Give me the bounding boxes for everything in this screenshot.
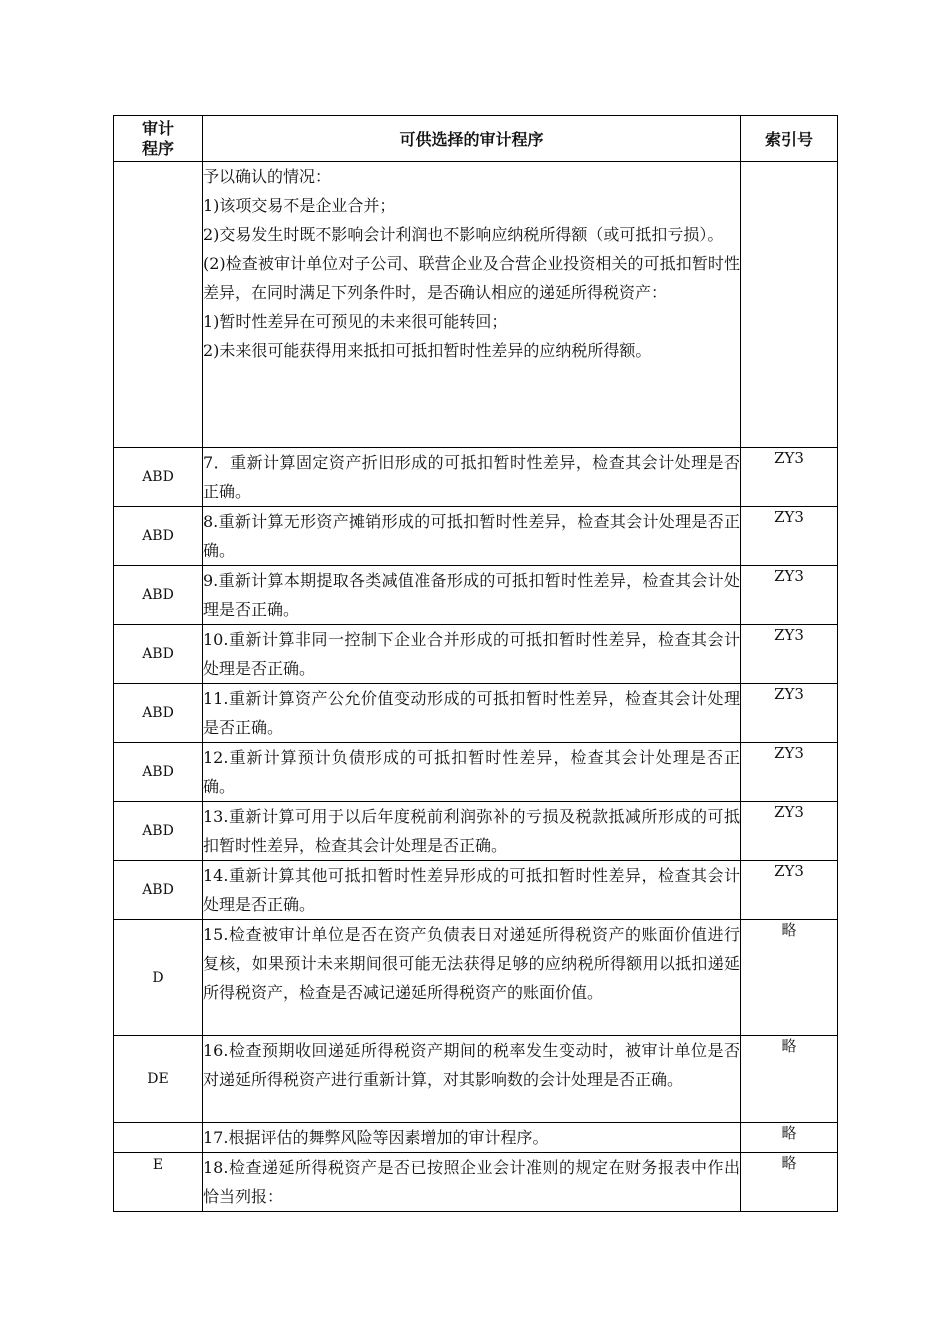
- header-available-procedures: 可供选择的审计程序: [203, 116, 741, 162]
- table-row: [114, 162, 838, 448]
- table-row: [114, 1036, 838, 1123]
- row-index: ZY3: [741, 448, 838, 507]
- table-row: [114, 507, 838, 566]
- row-procedure: 11.重新计算资产公允价值变动形成的可抵扣暂时性差异，检查其会计处理是否正确。: [203, 684, 741, 743]
- row-code: ABD: [114, 684, 203, 743]
- row-procedure: 8.重新计算无形资产摊销形成的可抵扣暂时性差异，检查其会计处理是否正确。: [203, 507, 741, 566]
- procedure-line: 2)交易发生时既不影响会计利润也不影响应纳税所得额（或可抵扣亏损）。: [203, 225, 724, 244]
- procedure-line: 予以确认的情况：: [203, 167, 332, 186]
- row-code: ABD: [114, 743, 203, 802]
- table-row: [114, 566, 838, 625]
- table-row: [114, 802, 838, 861]
- row-code: ABD: [114, 448, 203, 507]
- table-row: [114, 861, 838, 920]
- row-procedure: 15.检查被审计单位是否在资产负债表日对递延所得税资产的账面价值进行复核，如果预计未来期间很可能无法获得足够的应纳税所得额用以抵扣递延所得税资产，检查是否减记递延所得税资产的账面价值。: [203, 920, 741, 1036]
- procedure-line: (2)检查被审计单位对子公司、联营企业及合营企业投资相关的可抵扣暂时性差异，在同时满足下列条件时，是否确认相应的递延所得税资产：: [203, 254, 740, 302]
- row-procedure: 14.重新计算其他可抵扣暂时性差异形成的可抵扣暂时性差异，检查其会计处理是否正确。: [203, 861, 741, 920]
- row-index: [741, 162, 838, 448]
- row-index: ZY3: [741, 507, 838, 566]
- row-index: 略: [741, 1153, 838, 1212]
- table-row: [114, 920, 838, 1036]
- row-procedure: 12.重新计算预计负债形成的可抵扣暂时性差异，检查其会计处理是否正确。: [203, 743, 741, 802]
- table-row: [114, 743, 838, 802]
- row-code: ABD: [114, 507, 203, 566]
- table-row: [114, 625, 838, 684]
- table-row: [114, 1153, 838, 1212]
- row-code: DE: [114, 1036, 203, 1123]
- row-code: D: [114, 920, 203, 1036]
- row-procedure: 10.重新计算非同一控制下企业合并形成的可抵扣暂时性差异，检查其会计处理是否正确。: [203, 625, 741, 684]
- audit-procedure-table: [113, 115, 838, 1212]
- row-index: ZY3: [741, 743, 838, 802]
- row-code: ABD: [114, 625, 203, 684]
- table-row: [114, 448, 838, 507]
- table-row: [114, 1123, 838, 1153]
- procedure-line: 1)暂时性差异在可预见的未来很可能转回；: [203, 312, 508, 331]
- header-audit-procedure-code: [114, 116, 203, 162]
- row-code: ABD: [114, 802, 203, 861]
- row-procedure: 13.重新计算可用于以后年度税前利润弥补的亏损及税款抵减所形成的可抵扣暂时性差异，检查其会计处理是否正确。: [203, 802, 741, 861]
- row-procedure: 16.检查预期收回递延所得税资产期间的税率发生变动时，被审计单位是否对递延所得税资产进行重新计算，对其影响数的会计处理是否正确。: [203, 1036, 741, 1123]
- row-index: 略: [741, 1123, 838, 1153]
- table-header-row: [114, 116, 838, 162]
- row-code: ABD: [114, 566, 203, 625]
- row-code: [114, 1123, 203, 1153]
- row-code: ABD: [114, 861, 203, 920]
- row-procedure: 9.重新计算本期提取各类减值准备形成的可抵扣暂时性差异，检查其会计处理是否正确。: [203, 566, 741, 625]
- row-index: ZY3: [741, 684, 838, 743]
- header-code-label: 审计 程序: [141, 118, 174, 158]
- row-index: ZY3: [741, 625, 838, 684]
- row-index: ZY3: [741, 566, 838, 625]
- row-index: 略: [741, 920, 838, 1036]
- row-index: 略: [741, 1036, 838, 1123]
- row-procedure: 17.根据评估的舞弊风险等因素增加的审计程序。: [203, 1123, 741, 1153]
- row-index: ZY3: [741, 802, 838, 861]
- procedure-line: 2)未来很可能获得用来抵扣可抵扣暂时性差异的应纳税所得额。: [203, 341, 652, 360]
- row-code: E: [114, 1153, 203, 1212]
- table-row: [114, 684, 838, 743]
- row-procedure: [203, 162, 741, 448]
- row-index: ZY3: [741, 861, 838, 920]
- row-procedure: 7．重新计算固定资产折旧形成的可抵扣暂时性差异，检查其会计处理是否正确。: [203, 448, 741, 507]
- header-index-number: 索引号: [741, 116, 838, 162]
- procedure-line: 1)该项交易不是企业合并；: [203, 196, 396, 215]
- row-procedure: 18.检查递延所得税资产是否已按照企业会计准则的规定在财务报表中作出恰当列报：: [203, 1153, 741, 1212]
- row-code: [114, 162, 203, 448]
